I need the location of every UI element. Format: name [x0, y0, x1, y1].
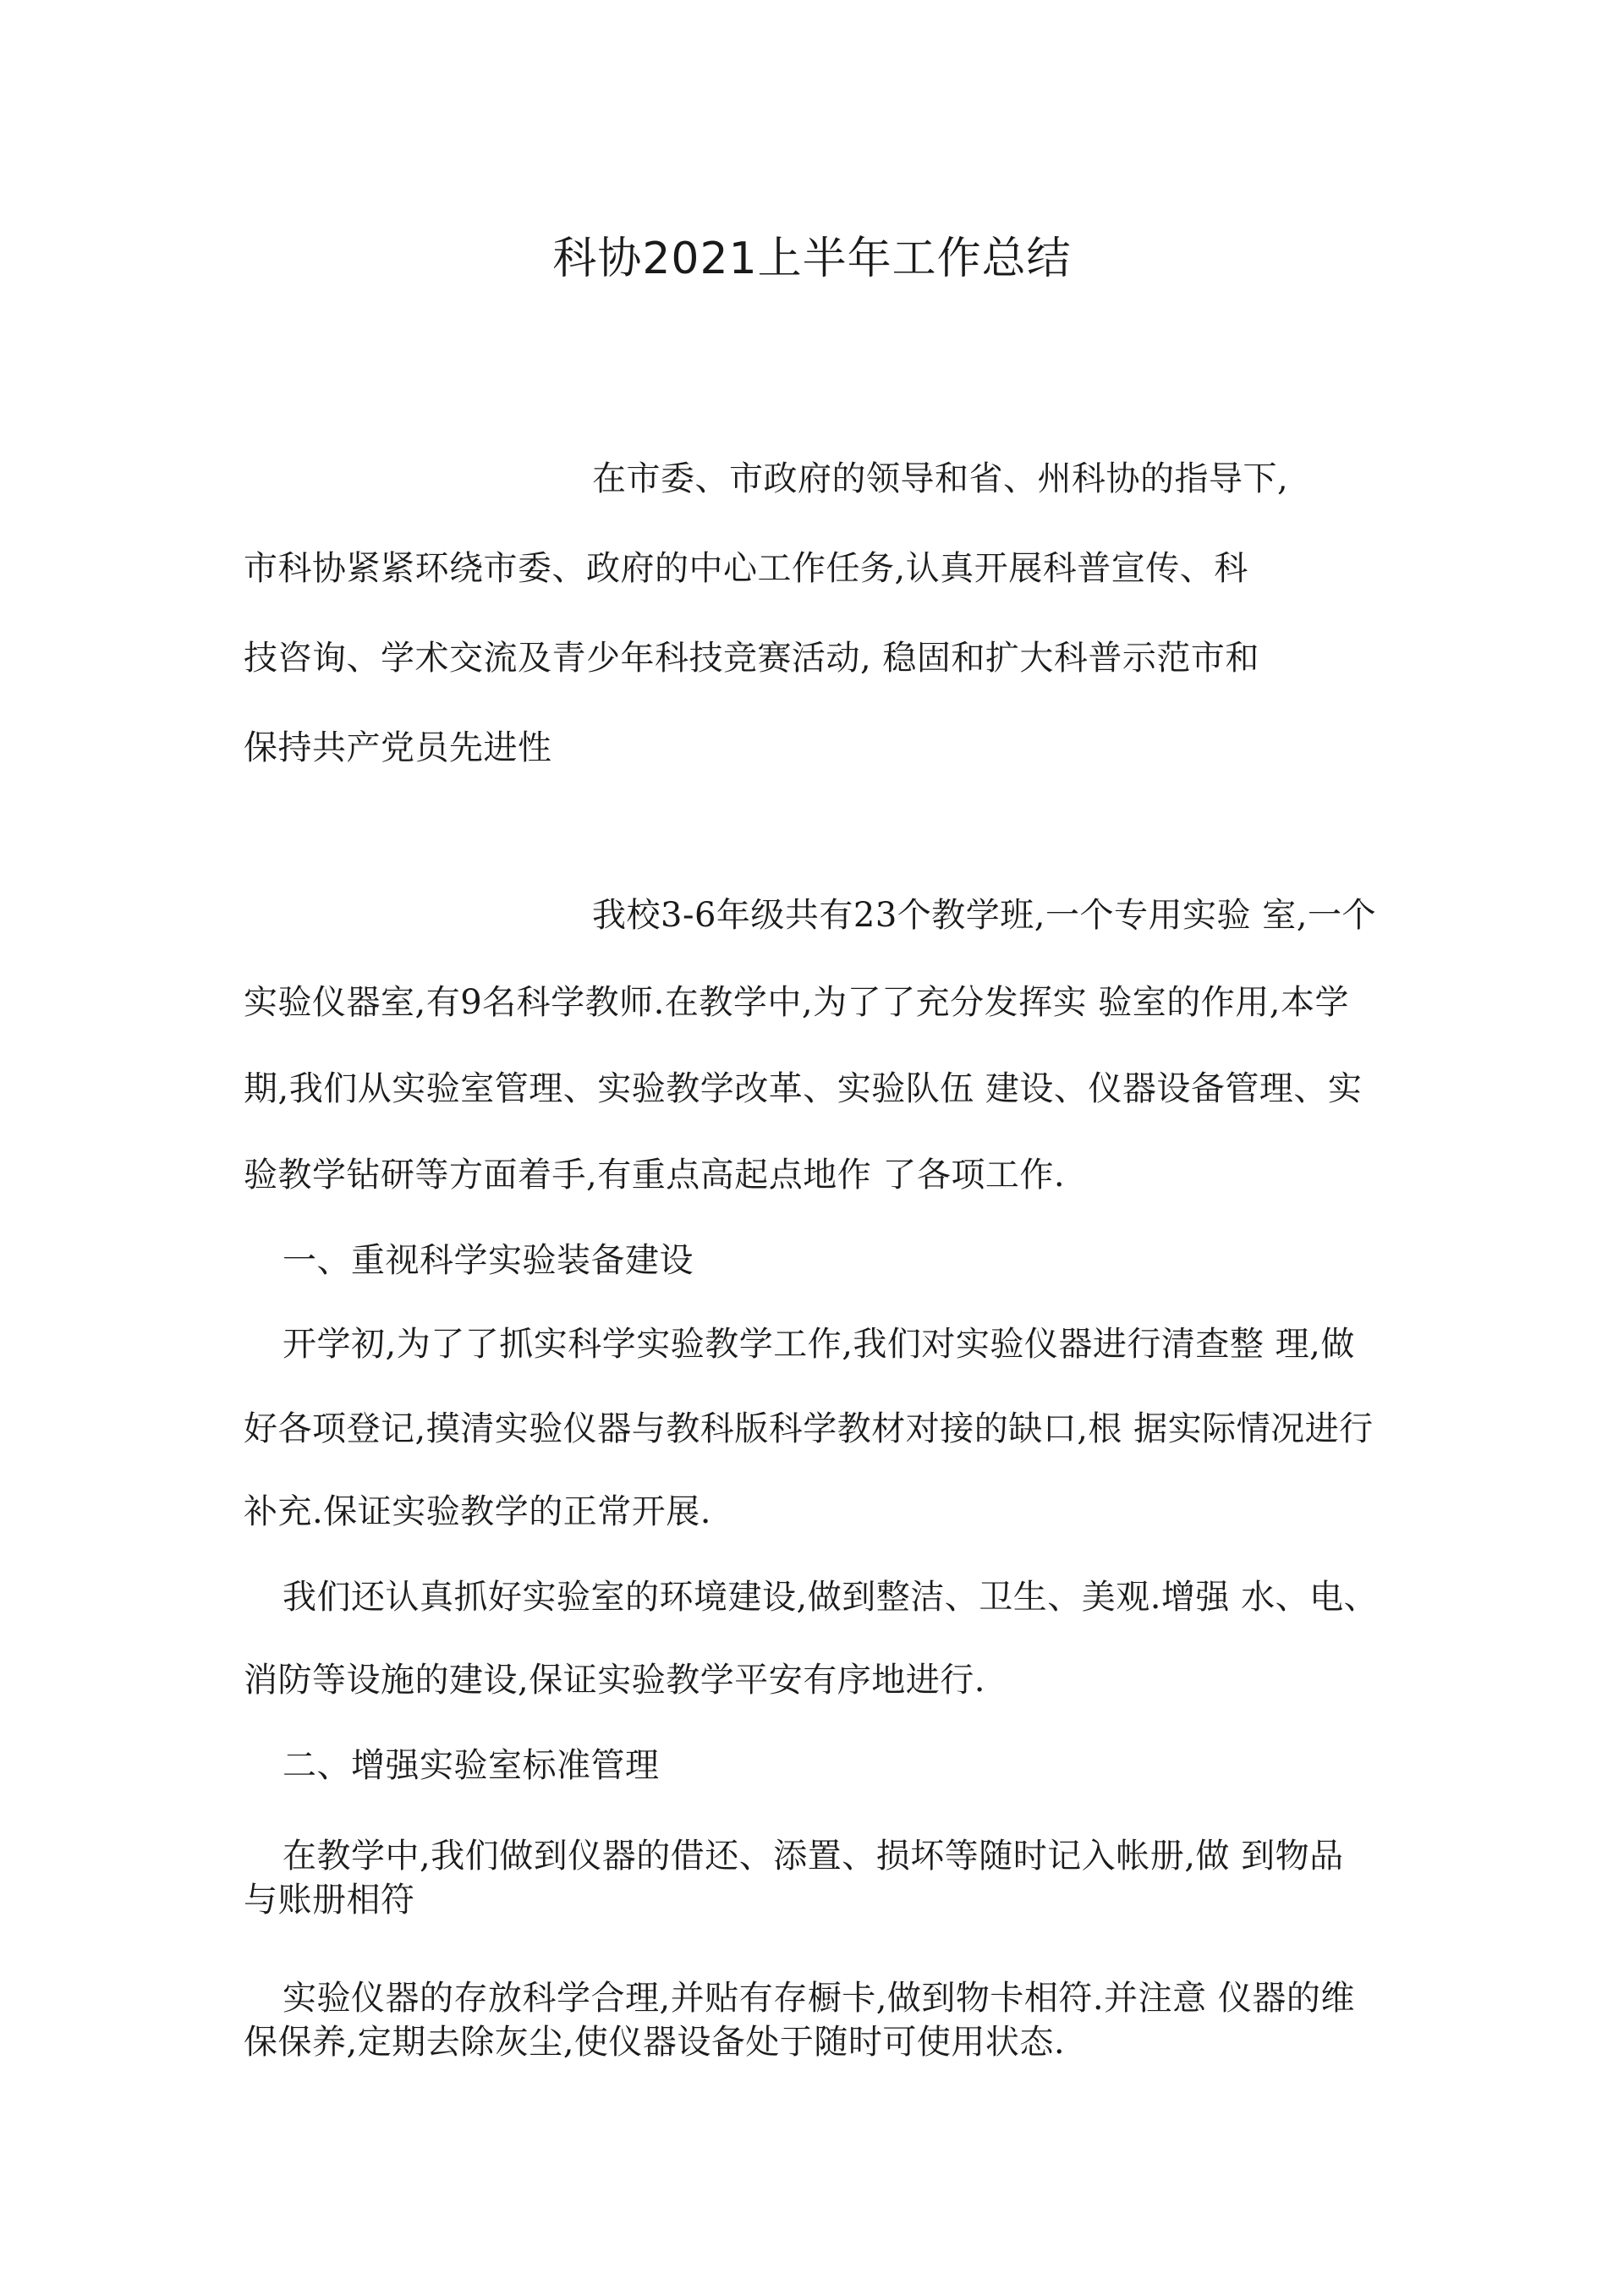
paragraph-line: 在市委、市政府的领导和省、州科协的指导下, — [592, 459, 1289, 498]
paragraph-line: 实验仪器室,有9名科学教师.在教学中,为了了充分发挥实 验室的作用,本学 — [244, 983, 1350, 1022]
paragraph-line: 消防等设施的建设,保证实验教学平安有序地进行. — [244, 1661, 985, 1700]
paragraph-line: 期,我们从实验室管理、实验教学改革、实验队伍 建设、仪器设备管理、实 — [244, 1069, 1363, 1108]
paragraph-line: 市科协紧紧环绕市委、政府的中心工作任务,认真开展科普宣传、科 — [244, 549, 1248, 588]
section-heading: 一、重视科学实验装备建设 — [283, 1241, 694, 1280]
paragraph-line: 技咨询、学术交流及青少年科技竞赛活动, 稳固和扩大科普示范市和 — [244, 639, 1259, 678]
paragraph-line: 实验仪器的存放科学合理,并贴有存橱卡,做到物卡相符.并注意 仪器的维 — [283, 1979, 1355, 2018]
paragraph-line: 验教学钻研等方面着手,有重点高起点地作 了各项工作. — [244, 1156, 1066, 1195]
document-title: 科协2021上半年工作总结 — [552, 233, 1072, 284]
paragraph-line: 我校3-6年级共有23个教学班,一个专用实验 室,一个 — [592, 896, 1376, 935]
paragraph-line: 好各项登记,摸清实验仪器与教科版科学教材对接的缺口,根 据实际情况进行 — [244, 1409, 1374, 1448]
paragraph-line: 开学初,为了了抓实科学实验教学工作,我们对实验仪器进行清查整 理,做 — [283, 1325, 1355, 1364]
section-heading: 二、增强实验室标准管理 — [283, 1746, 660, 1785]
paragraph-line: 与账册相符 — [244, 1881, 415, 1920]
paragraph-line: 在教学中,我们做到仪器的借还、添置、损坏等随时记入帐册,做 到物品 — [283, 1837, 1344, 1876]
paragraph-line: 保持共产党员先进性 — [244, 728, 552, 767]
paragraph-line: 保保养,定期去除灰尘,使仪器设备处于随时可使用状态. — [244, 2023, 1066, 2062]
paragraph-line: 补充.保证实验教学的正常开展. — [244, 1492, 711, 1531]
paragraph-line: 我们还认真抓好实验室的环境建设,做到整洁、卫生、美观.增强 水、电、 — [283, 1578, 1379, 1617]
